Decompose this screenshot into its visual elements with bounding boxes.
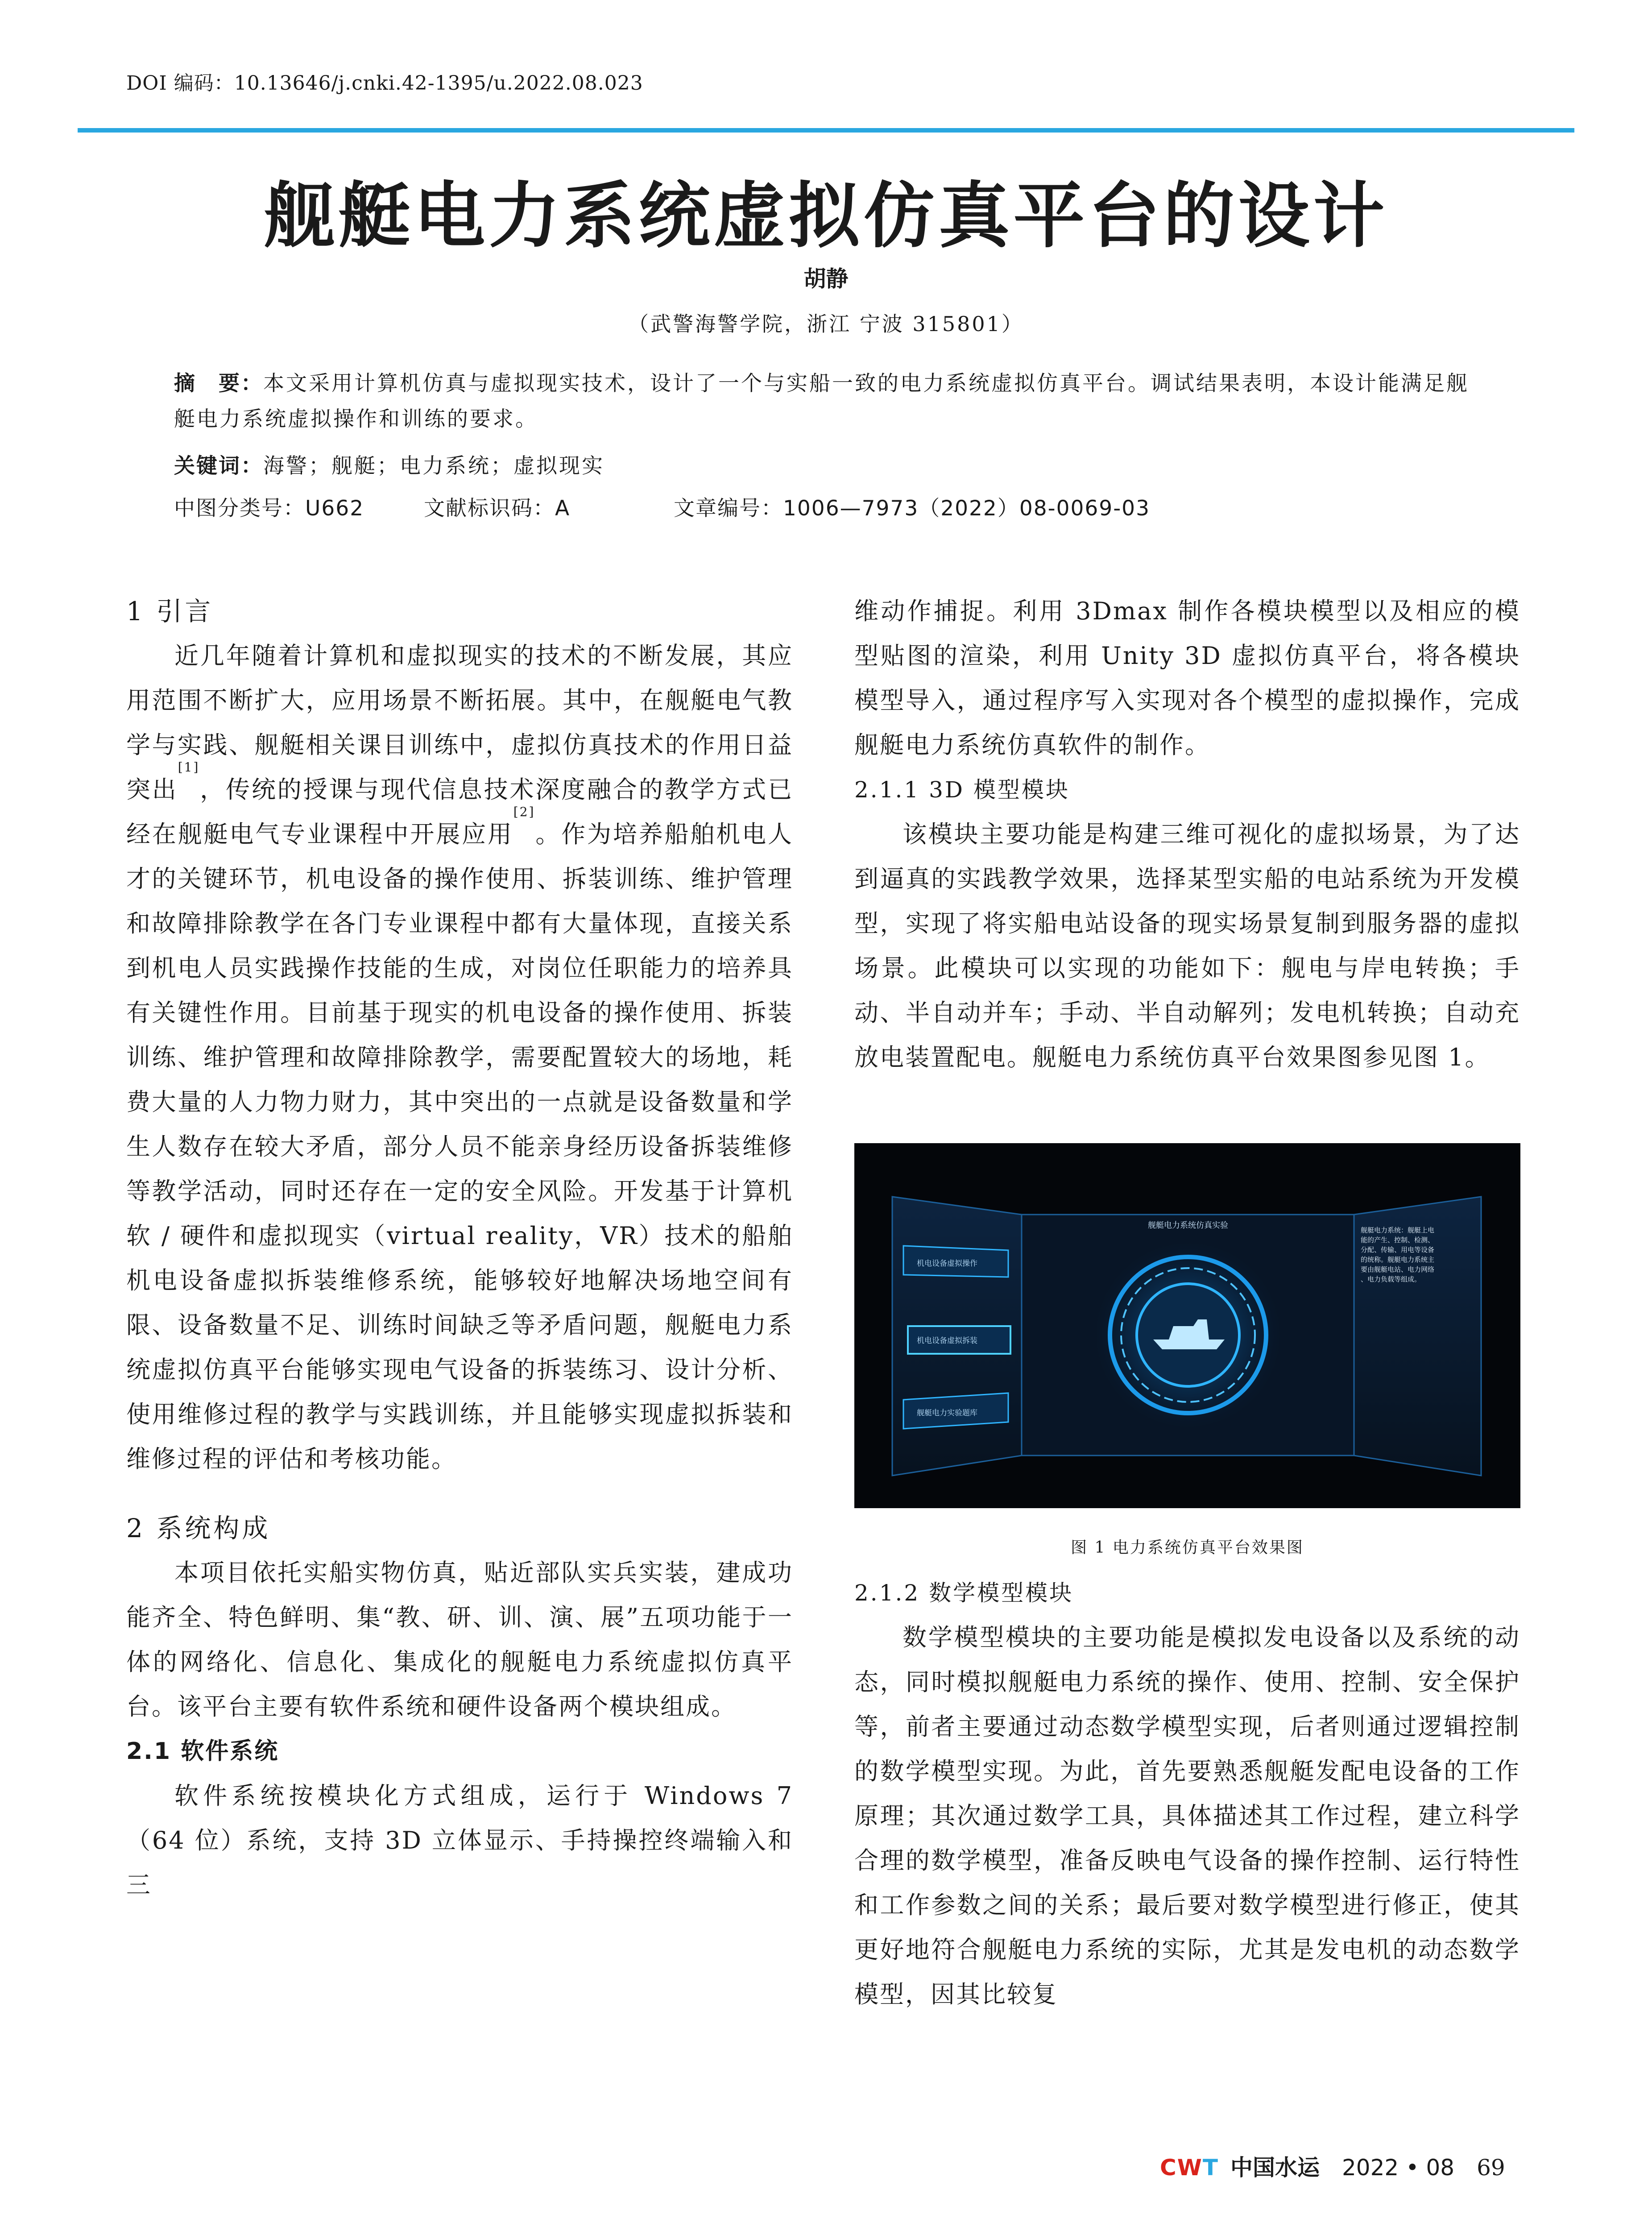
svg-text:分配、传输、用电等设备: 分配、传输、用电等设备 [1361,1246,1435,1254]
svg-text:、电力负载等组成。: 、电力负载等组成。 [1361,1275,1421,1283]
paragraph-software-cont: 维动作捕捉。利用 3Dmax 制作各模块模型以及相应的模型贴图的渲染，利用 Unity 3D 虚拟仿真平台，将各模块模型导入，通过程序写入实现对各个模型的虚拟操作，完成舰艇电力系统仿真软件的制作。 [854,597,1520,759]
paragraph-system: 本项目依托实船实物仿真，贴近部队实兵实装，建成功能齐全、特色鲜明、集“教、研、训、演、展”五项功能于一体的网络化、信息化、集成化的舰艇电力系统虚拟仿真平台。该平台主要有软件系统和硬件设备两个模块组成。 [126,1559,793,1721]
page-number: 69 [1477,2155,1505,2181]
menu-button-1 [903,1246,1008,1277]
header-rule [78,128,1574,133]
keywords [174,448,1477,484]
svg-text:的统称。舰艇电力系统主: 的统称。舰艇电力系统主 [1361,1256,1435,1264]
menu-button-3 [903,1393,1008,1429]
section-heading-math-model: 2.1.2 数学模型模块 [854,1580,1074,1606]
right-column-top [854,589,1520,1080]
classification-line [174,491,1477,527]
figure-1-image [854,1143,1520,1508]
citation-1: [1] [178,760,200,775]
simulation-ui-render [854,1143,1520,1508]
intro-text-a: 近几年随着计算机和虚拟现实的技术的不断发展，其应用范围不断扩大，应用场景不断拓展。其中，在舰艇电气教学与实践、舰艇相关课目训练中，虚拟仿真技术的作用日益突出 [126,642,793,804]
keywords-label: 关键词： [174,454,263,478]
abstract-text: 本文采用计算机仿真与虚拟现实技术，设计了一个与实船一致的电力系统虚拟仿真平台。调试结果表明，本设计能满足舰艇电力系统虚拟操作和训练的要求。 [174,371,1469,431]
doi-line: DOI 编码：10.13646/j.cnki.42-1395/u.2022.08.023 [126,72,643,95]
section-heading-software: 2.1 软件系统 [126,1738,279,1765]
menu-button-2 [908,1326,1010,1354]
svg-text:舰艇电力实验题库: 舰艇电力实验题库 [917,1409,977,1418]
author: 胡静 [803,266,849,292]
section-heading-intro: 1 引言 [126,596,214,626]
page-footer [1160,2150,1505,2182]
intro-text-c: 。作为培养船舶机电人才的关键环节，机电设备的操作使用、拆装训练、维护管理和故障排除教学在各门专业课程中都有大量体现，直接关系到机电人员实践操作技能的生成，对岗位任职能力的培养具有关键性作用。目前基于现实的机电设备的操作使用、拆装训练、维护管理和故障排除教学，需要配置较大的场地，耗费大量的人力物力财力，其中突出的一点就是设备数量和学生人数存在较大矛盾，部分人员不能亲身经历设备拆装维修等教学活动，同时还存在一定的安全风险。开发基于计算机软 / 硬件和虚拟现实（virtual reality，VR）技术的船舶机电设备虚拟拆装维修系统，能够较好地解决场地空间有限、设备数量不足、训练时间缺乏等矛盾问题，舰艇电力系统虚拟仿真平台能够实现电气设备的拆装练习、设计分析、使用维修过程的教学与实践训练，并且能够实现虚拟拆装和维修过程的评估和考核功能。 [126,820,793,1473]
paragraph-3d-model: 该模块主要功能是构建三维可视化的虚拟场景，为了达到逼真的实践教学效果，选择某型实船的电站系统为开发模型，实现了将实船电站设备的现实场景复制到服务器的虚拟场景。此模块可以实现的功能如下：舰电与岸电转换；手动、半自动并车；手动、半自动解列；发电机转换；自动充放电装置配电。舰艇电力系统仿真平台效果图参见图 1。 [854,820,1520,1071]
paragraph-intro [126,634,793,1481]
svg-text:能的产生、控制、检测、: 能的产生、控制、检测、 [1361,1236,1435,1244]
abstract-label: 摘 要： [174,371,263,396]
right-column-bottom [854,1571,1520,2017]
figure-caption: 图 1 电力系统仿真平台效果图 [1071,1538,1304,1557]
issue-number: 2022 • 08 [1341,2155,1455,2181]
article-title: 舰艇电力系统虚拟仿真平台的设计 [264,174,1388,257]
abstract [174,366,1477,437]
intro-text-b: ，传统的授课与现代信息技术深度融合的教学方式已经在舰艇电气专业课程中开展应用 [126,775,794,848]
svg-text:机电设备虚拟拆装: 机电设备虚拟拆装 [917,1336,977,1345]
paragraph-math-model: 数学模型模块的主要功能是模拟发电设备以及系统的动态，同时模拟舰艇电力系统的操作、使用、控制、安全保护等，前者主要通过动态数学模型实现，后者则通过逻辑控制的数学模型实现。为此，首先要熟悉舰艇发配电设备的工作原理；其次通过数学工具，具体描述其工作过程，建立科学合理的数学模型，准备反映电气设备的操作控制、运行特性和工作参数之间的关系；最后要对数学模型进行修正，使其更好地符合舰艇电力系统的实际，尤其是发电机的动态数学模型，因其比较复 [854,1623,1520,2008]
keywords-text: 海警；舰艇；电力系统；虚拟现实 [263,454,604,478]
journal-name: 中国水运 [1230,2154,1320,2181]
paragraph-software: 软件系统按模块化方式组成，运行于 Windows 7（64 位）系统，支持 3D 立体显示、手持操控终端输入和三 [126,1782,793,1899]
svg-text:舰艇电力系统：舰艇上电: 舰艇电力系统：舰艇上电 [1361,1226,1435,1234]
section-heading-3d-model: 2.1.1 3D 模型模块 [854,777,1070,803]
screen-title: 舰艇电力系统仿真实验 [1148,1221,1228,1230]
document-code: 文献标识码：A [424,496,571,521]
citation-2: [2] [513,804,535,819]
affiliation: （武警海警学院，浙江 宁波 315801） [628,312,1024,336]
section-heading-system: 2 系统构成 [126,1513,271,1543]
svg-text:要由舰艇电站、电力网络: 要由舰艇电站、电力网络 [1361,1265,1435,1273]
clc-number: 中图分类号：U662 [174,496,364,521]
left-column [126,589,793,1908]
article-number: 文章编号：1006—7973（2022）08-0069-03 [674,496,1150,521]
svg-text:机电设备虚拟操作: 机电设备虚拟操作 [917,1259,977,1268]
cwt-logo: CWT [1160,2155,1219,2181]
